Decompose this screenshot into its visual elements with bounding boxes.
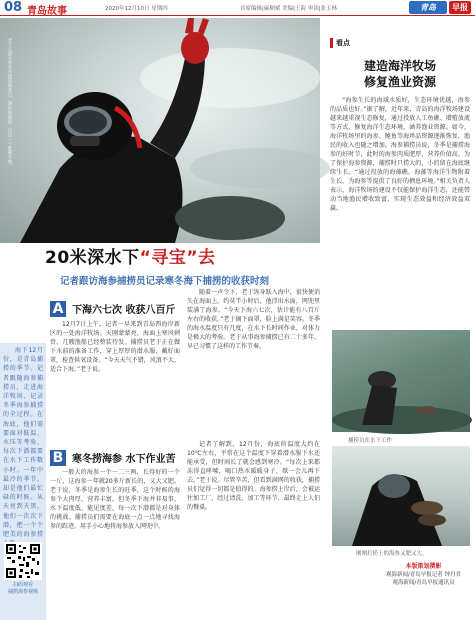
column-title-line1: 建造海洋牧场 [363,59,436,73]
section-b-title: 寒冬捞海参 水下作业苦 [72,454,176,465]
headline [45,243,216,268]
page-header [0,0,475,16]
underwater-scene [332,330,470,432]
credits-tag: 本版策划撰影 [405,563,442,570]
issue-date: 2020年12月10日 星期四 [105,6,168,12]
section-b-column-1: 一般大的海参一个一二三两，长得好的一个一斤，这海参一年就20多斤新长的，又大又肥。老于说，冬季是海参生长的旺季，这个时候的海参个大肉厚，营养丰富。但冬季下海并非易事，水下温度低、能见度差，每一次下潜都是对身体的挑战。捕捞员们需要在海底一点一点地寻找海参的踪迹，用手小心地将海参放入网兜中。 [50,469,180,530]
section-b-heading [50,447,175,466]
headline-part1: 20米深水下 [45,248,140,268]
qr-caption-line1: 扫码观看 [12,582,33,588]
section-a-column-1: 12月7日上午，记者一早来到青岛西海岸新区的一处海洋牧场。天刚蒙蒙亮，海面上寒风刺骨，几艘渔船已经整装待发。捕捞员老于正在做下水前的准备工作，穿上厚厚的潜水服，戴好面罩，检查供氧设备。“今天天气不错，风浪不大，适合下海。”老于说。 [50,321,180,373]
section-a-title: 下海六七次 收获八百斤 [72,305,176,316]
newspaper-logo: 青岛 [409,1,447,14]
column-title [330,58,470,90]
column-tag: 看点 [330,38,470,48]
lead-sidebar [0,343,46,620]
qr-caption [3,582,43,596]
sea-cucumber-photo [332,446,470,546]
lead-text: 海下12月份，是青岛捕捞的季节。记者跟随海参捕捞员，走进海洋牧场，记录冬季海参捕捞的全过程。在海底，他们需要面对低温、水压等考验，每次下潜都要在水下工作数小时。一年中最冷的季节，却是他们最忙碌的时候。从天亮到天黑，他们一次次下潜，把一个个肥美的海参捞 [3,347,43,539]
section-b-letter: B [50,450,66,466]
hero-photo-diver [0,18,320,243]
qr-code-icon [4,542,42,580]
qr-code[interactable] [4,542,42,580]
credits-line2: 观海新闻/青岛早报通讯员 [392,580,455,586]
column-body: “海参生长的海域水质好，生态环境优越，海参的品质也好。”据了解，近年来，青岛的海洋牧场建设越来越重视生态修复，通过投放人工鱼礁、增殖放流等方式，修复海洋生态环境，涵养渔业资源。如今，海洋牧场里的海参、鲍鱼等海珍品资源逐渐恢复，渔民的收入也随之增加。海参捕捞员说，冬季是捕捞海参的好时节，此时的海参肉质肥厚，营养价值高。为了保护海参资源，捕捞时只捞大的，小的留在海底继续生长。“通过投放的海藻礁，海藻等海洋生物附着生长，为海参等提供了良好的栖息环境。”相关负责人表示，海洋牧场的建设不仅能保护海洋生态，还能带动当地渔民增收致富，实现生态效益和经济效益双赢。 [330,97,470,212]
diver-illustration [0,18,320,243]
column-title-line2: 修复渔业资源 [363,75,436,89]
page-number: 08 [4,0,23,15]
hero-caption: 老于在潜水作业中摸到海参后，游向海面前，比出一个胜利手势。 [7,38,12,169]
headline-subtitle: 记者跟访海参捕捞员记录寒冬海下捕捞的收获时刻 [60,276,270,287]
section-name: 青岛故事 [27,6,67,17]
headline-part2: “寻宝”去 [139,248,216,268]
section-a-letter: A [50,301,66,317]
section-b-column-2: 记者了解到，12月份，海底的温度大约在10℃左右，平常在这个温度下穿着潜水服下水还能承受，但时间长了就会感到寒冷。“每次上来都冻得直哆嗦，喝口热水暖暖身子，歇一会儿再下去。”老于说。尽管辛苦，但看到满网的收获，捕捞员们觉得一切都是值得的。海参捞上岸后，会被运往加工厂，经过清洗、加工等环节，最终走上人们的餐桌。 [187,441,320,511]
photo2-caption: 捕捞员在水下工作 [348,438,393,444]
page-credits [376,563,471,587]
section-a-column-2: 随着一声令下，老于纵身跃入海中，很快便消失在海面上。约莫半小时后，他浮出水面，网兜里装满了海参。“今天下海六七次，估计能有八百斤左右的收获。”老于摘下面罩，脸上满是笑容。冬季的海水温度只有几度，在水下长时间作业，对体力是极大的考验。老于从事海参捕捞已有二十多年，早已习惯了这样的工作节奏。 [187,289,320,350]
editor-credits: 首席编辑|麻顺斌 美编|王海 审读|张玉林 [240,6,338,12]
right-column [330,18,470,322]
credits-line1: 观海新闻/青岛早报记者 钟丹君 [385,572,462,578]
underwater-photo [332,330,470,432]
section-a-heading [50,298,175,317]
newspaper-logo-badge: 早报 [449,1,471,14]
qr-caption-line2: 捕捞海参视频 [7,589,38,595]
photo3-caption: 刚刚打捞上的海参又肥又大。 [356,551,428,557]
diver-holding-catch [332,446,470,546]
